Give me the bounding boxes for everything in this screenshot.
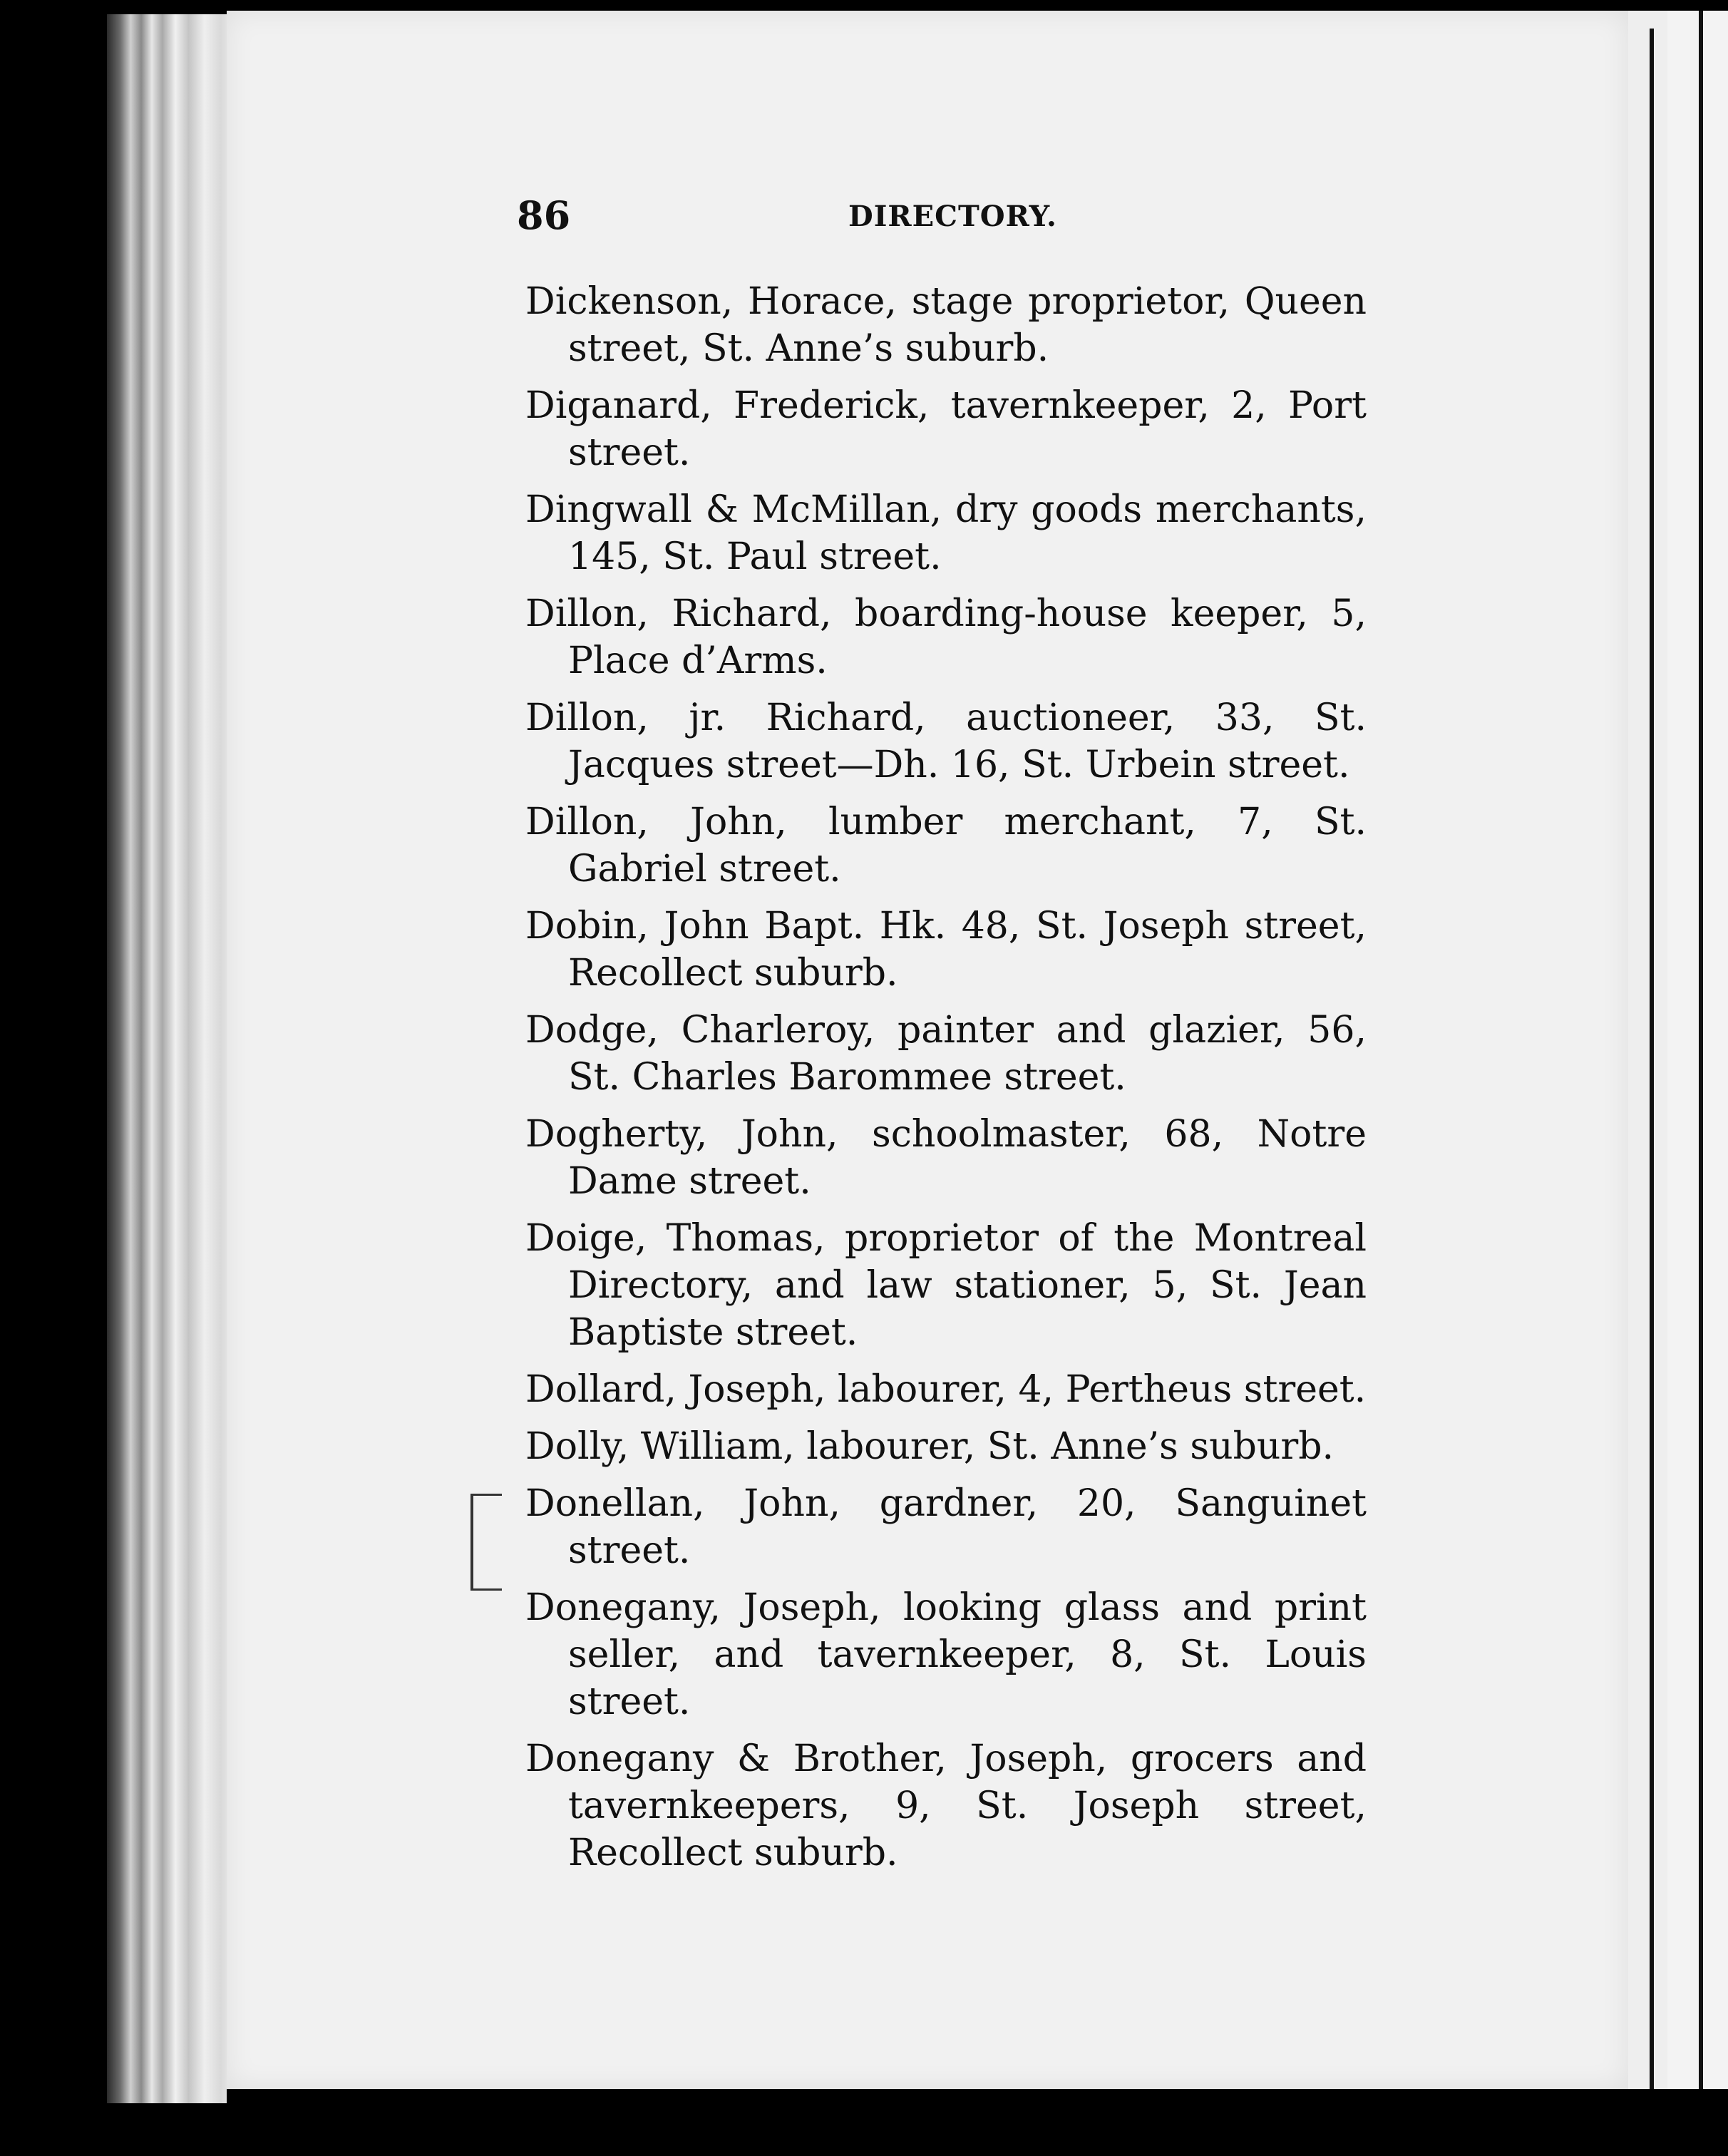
directory-entry: Donegany, Joseph, looking glass and print seller, and tavernkeeper, 8, St. Louis street. <box>525 1586 1367 1723</box>
directory-entry: Donellan, John, gardner, 20, Sanguinet street. <box>525 1482 1367 1572</box>
facing-page-rule <box>1699 11 1703 2089</box>
page-number: 86 <box>517 192 571 238</box>
running-head <box>517 192 1365 242</box>
directory-entry: Dogherty, John, schoolmaster, 68, Notre Dame street. <box>525 1113 1367 1203</box>
directory-entry: Dollard, Joseph, labourer, 4, Pertheus street. <box>525 1368 1367 1411</box>
running-title: DIRECTORY. <box>848 200 1057 233</box>
directory-entries <box>525 278 1367 1886</box>
directory-entry: Dillon, John, lumber merchant, 7, St. Gabriel street. <box>525 801 1367 890</box>
directory-entry: Dolly, William, labourer, St. Anne’s suburb. <box>525 1425 1334 1468</box>
directory-entry: Doige, Thomas, proprietor of the Montreal Directory, and law stationer, 5, St. Jean Baptiste street. <box>525 1217 1367 1354</box>
bottom-scan-border <box>227 2089 1728 2156</box>
book-spine-edge <box>107 14 239 2103</box>
directory-entry: Dickenson, Horace, stage proprietor, Queen street, St. Anne’s suburb. <box>525 280 1367 370</box>
directory-entry: Dingwall & McMillan, dry goods merchants, 145, St. Paul street. <box>525 488 1367 578</box>
directory-entry: Dillon, jr. Richard, auctioneer, 33, St. Jacques street—Dh. 16, St. Urbein street. <box>525 697 1367 786</box>
directory-entry: Dillon, Richard, boarding-house keeper, 5, Place d’Arms. <box>525 592 1367 682</box>
directory-entry: Donegany & Brother, Joseph, grocers and tavernkeepers, 9, St. Joseph street, Recollect suburb. <box>525 1737 1367 1874</box>
directory-entry: Diganard, Frederick, tavernkeeper, 2, Port street. <box>525 384 1367 474</box>
right-margin <box>1628 11 1667 2089</box>
right-margin-rule <box>1650 29 1654 2096</box>
facing-page-edge <box>1667 11 1728 2089</box>
margin-bracket-mark <box>470 1494 502 1591</box>
directory-entry: Dobin, John Bapt. Hk. 48, St. Joseph street, Recollect suburb. <box>525 905 1367 995</box>
directory-entry: Dodge, Charleroy, painter and glazier, 56, St. Charles Barommee street. <box>525 1009 1367 1099</box>
